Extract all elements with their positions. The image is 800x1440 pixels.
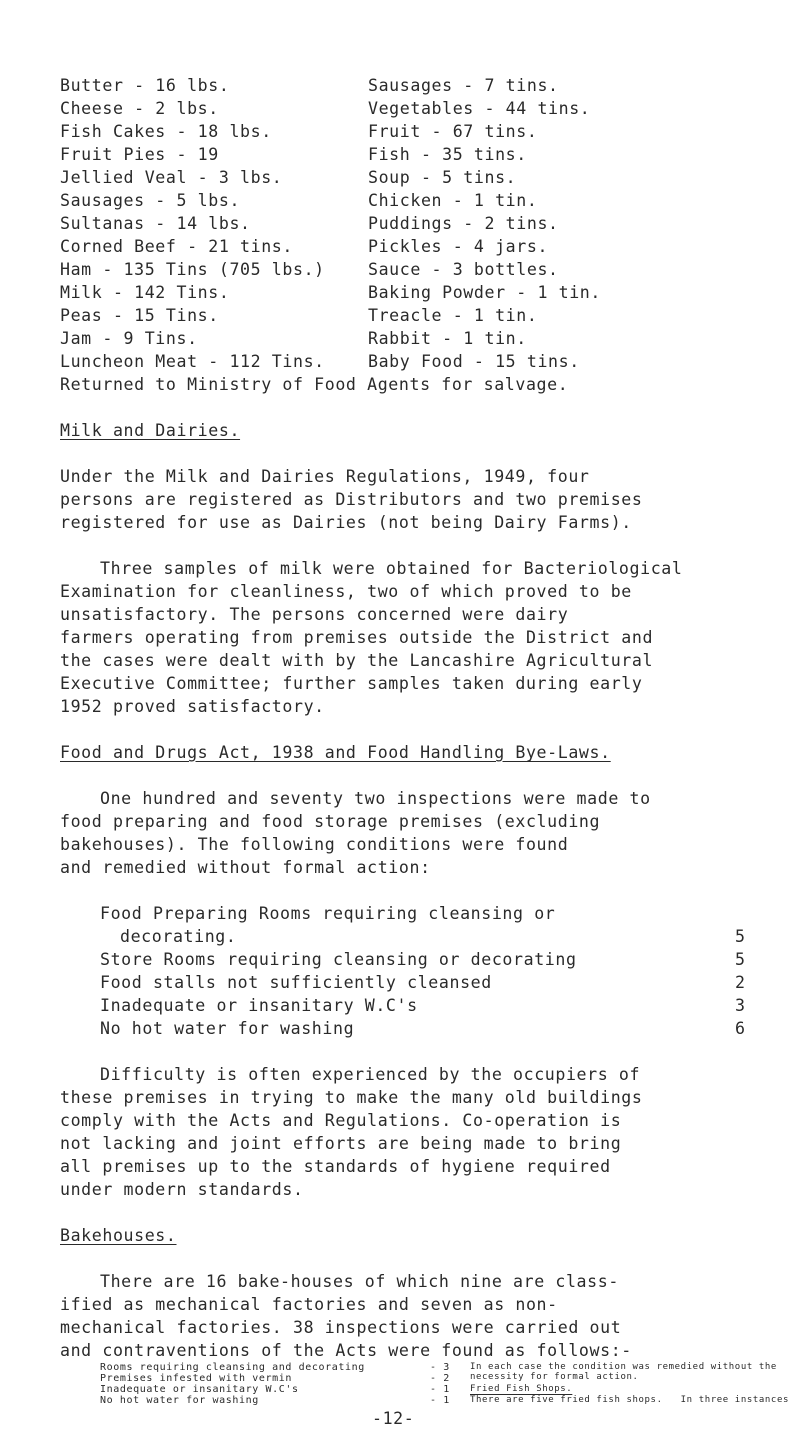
bakehouse-item-value: - 2	[430, 1373, 450, 1384]
food-para2-line: under modern standards.	[60, 1180, 304, 1199]
milk-para2-line: Examination for cleanliness, two of which proved to be	[60, 582, 632, 601]
milk-para1-line: registered for use as Dairies (not being Dairy Farms).	[60, 513, 632, 532]
supply-item-right: Puddings - 2 tins.	[368, 214, 559, 233]
bakehouse-para1-line: There are 16 bake-houses of which nine are class-	[100, 1272, 619, 1291]
section-heading-food: Food and Drugs Act, 1938 and Food Handling Bye-Laws.	[60, 743, 611, 762]
condition-label: No hot water for washing	[100, 1019, 355, 1038]
supply-item-right: Baking Powder - 1 tin.	[368, 283, 601, 302]
condition-label: Food stalls not sufficiently cleansed	[100, 973, 492, 992]
supply-item-right: Sauce - 3 bottles.	[368, 260, 559, 279]
section-heading-bakehouses: Bakehouses.	[60, 1226, 177, 1245]
food-para1-line: One hundred and seventy two inspections were made to	[100, 789, 651, 808]
bakehouse-item-label: Rooms requiring cleansing and decorating	[100, 1362, 365, 1373]
bakehouse-item-value: - 1	[430, 1384, 450, 1395]
bakehouse-para1-line: ified as mechanical factories and seven as non-	[60, 1295, 558, 1314]
bakehouse-item-label: Premises infested with vermin	[100, 1373, 292, 1384]
returned-note: Returned to Ministry of Food Agents for salvage.	[60, 375, 569, 394]
bakehouse-item-value: - 1	[430, 1395, 450, 1406]
food-para2-line: these premises in trying to make the many old buildings	[60, 1088, 643, 1107]
milk-para2-line: Three samples of milk were obtained for Bacteriological	[100, 559, 683, 578]
supply-item-left: Ham - 135 Tins (705 lbs.)	[60, 260, 325, 279]
bakehouse-para1-line: mechanical factories. 38 inspections were carried out	[60, 1318, 622, 1337]
condition-label: Store Rooms requiring cleansing or decorating	[100, 950, 577, 969]
food-para2-line: all premises up to the standards of hygiene required	[60, 1157, 611, 1176]
supply-item-right: Chicken - 1 tin.	[368, 191, 538, 210]
milk-para2-line: Executive Committee; further samples taken during early	[60, 674, 643, 693]
supply-item-left: Peas - 15 Tins.	[60, 306, 219, 325]
condition-label: decorating.	[120, 927, 237, 946]
milk-para1-line: persons are registered as Distributors and two premises	[60, 490, 643, 509]
bakehouse-item-label: No hot water for washing	[100, 1395, 259, 1406]
page-number: -12-	[372, 1409, 415, 1428]
supply-item-right: Rabbit - 1 tin.	[368, 329, 527, 348]
supply-item-left: Fruit Pies - 19	[60, 145, 219, 164]
food-para2-line: Difficulty is often experienced by the occupiers of	[100, 1065, 641, 1084]
condition-label: Food Preparing Rooms requiring cleansing or	[100, 904, 556, 923]
section-heading-milk: Milk and Dairies.	[60, 421, 241, 440]
supply-item-right: Soup - 5 tins.	[368, 168, 517, 187]
supply-item-left: Milk - 142 Tins.	[60, 283, 230, 302]
condition-value: 2	[735, 973, 746, 992]
supply-item-left: Sausages - 5 lbs.	[60, 191, 241, 210]
milk-para2-line: the cases were dealt with by the Lancashire Agricultural	[60, 651, 654, 670]
supply-item-left: Corned Beef - 21 tins.	[60, 237, 293, 256]
food-para2-line: not lacking and joint efforts are being made to bring	[60, 1134, 622, 1153]
supply-item-right: Baby Food - 15 tins.	[368, 352, 580, 371]
supply-item-left: Luncheon Meat - 112 Tins.	[60, 352, 325, 371]
supply-item-left: Butter - 16 lbs.	[60, 76, 230, 95]
supply-item-right: Fish - 35 tins.	[368, 145, 527, 164]
supply-item-right: Pickles - 4 jars.	[368, 237, 549, 256]
supply-item-right: Treacle - 1 tin.	[368, 306, 538, 325]
condition-label: Inadequate or insanitary W.C's	[100, 996, 418, 1015]
supply-item-left: Jellied Veal - 3 lbs.	[60, 168, 283, 187]
food-para1-line: and remedied without formal action:	[60, 858, 431, 877]
bakehouse-item-value: - 3	[430, 1362, 450, 1373]
supply-item-left: Sultanas - 14 lbs.	[60, 214, 251, 233]
bakehouse-para2-line: necessity for formal action.	[470, 1372, 639, 1382]
condition-value: 5	[735, 950, 746, 969]
fish-para1-line: There are five fried fish shops. In three instances	[470, 1395, 789, 1405]
section-heading-fish: Fried Fish Shops.	[470, 1384, 573, 1394]
supply-item-right: Sausages - 7 tins.	[368, 76, 559, 95]
bakehouse-item-label: Inadequate or insanitary W.C's	[100, 1384, 299, 1395]
bakehouse-para1-line: and contraventions of the Acts were found as follows:-	[60, 1341, 632, 1360]
condition-value: 3	[735, 996, 746, 1015]
food-para2-line: comply with the Acts and Regulations. Co-operation is	[60, 1111, 622, 1130]
milk-para2-line: unsatisfactory. The persons concerned were dairy	[60, 605, 569, 624]
milk-para2-line: 1952 proved satisfactory.	[60, 697, 325, 716]
supply-item-left: Jam - 9 Tins.	[60, 329, 198, 348]
condition-value: 6	[735, 1019, 746, 1038]
food-para1-line: food preparing and food storage premises (excluding	[60, 812, 601, 831]
milk-para2-line: farmers operating from premises outside the District and	[60, 628, 654, 647]
supply-item-left: Fish Cakes - 18 lbs.	[60, 122, 272, 141]
supply-item-right: Fruit - 67 tins.	[368, 122, 538, 141]
food-para1-line: bakehouses). The following conditions were found	[60, 835, 569, 854]
condition-value: 5	[735, 927, 746, 946]
supply-item-left: Cheese - 2 lbs.	[60, 99, 219, 118]
milk-para1-line: Under the Milk and Dairies Regulations, 1949, four	[60, 467, 590, 486]
bakehouse-para2-line: In each case the condition was remedied without the	[470, 1362, 777, 1372]
supply-item-right: Vegetables - 44 tins.	[368, 99, 591, 118]
